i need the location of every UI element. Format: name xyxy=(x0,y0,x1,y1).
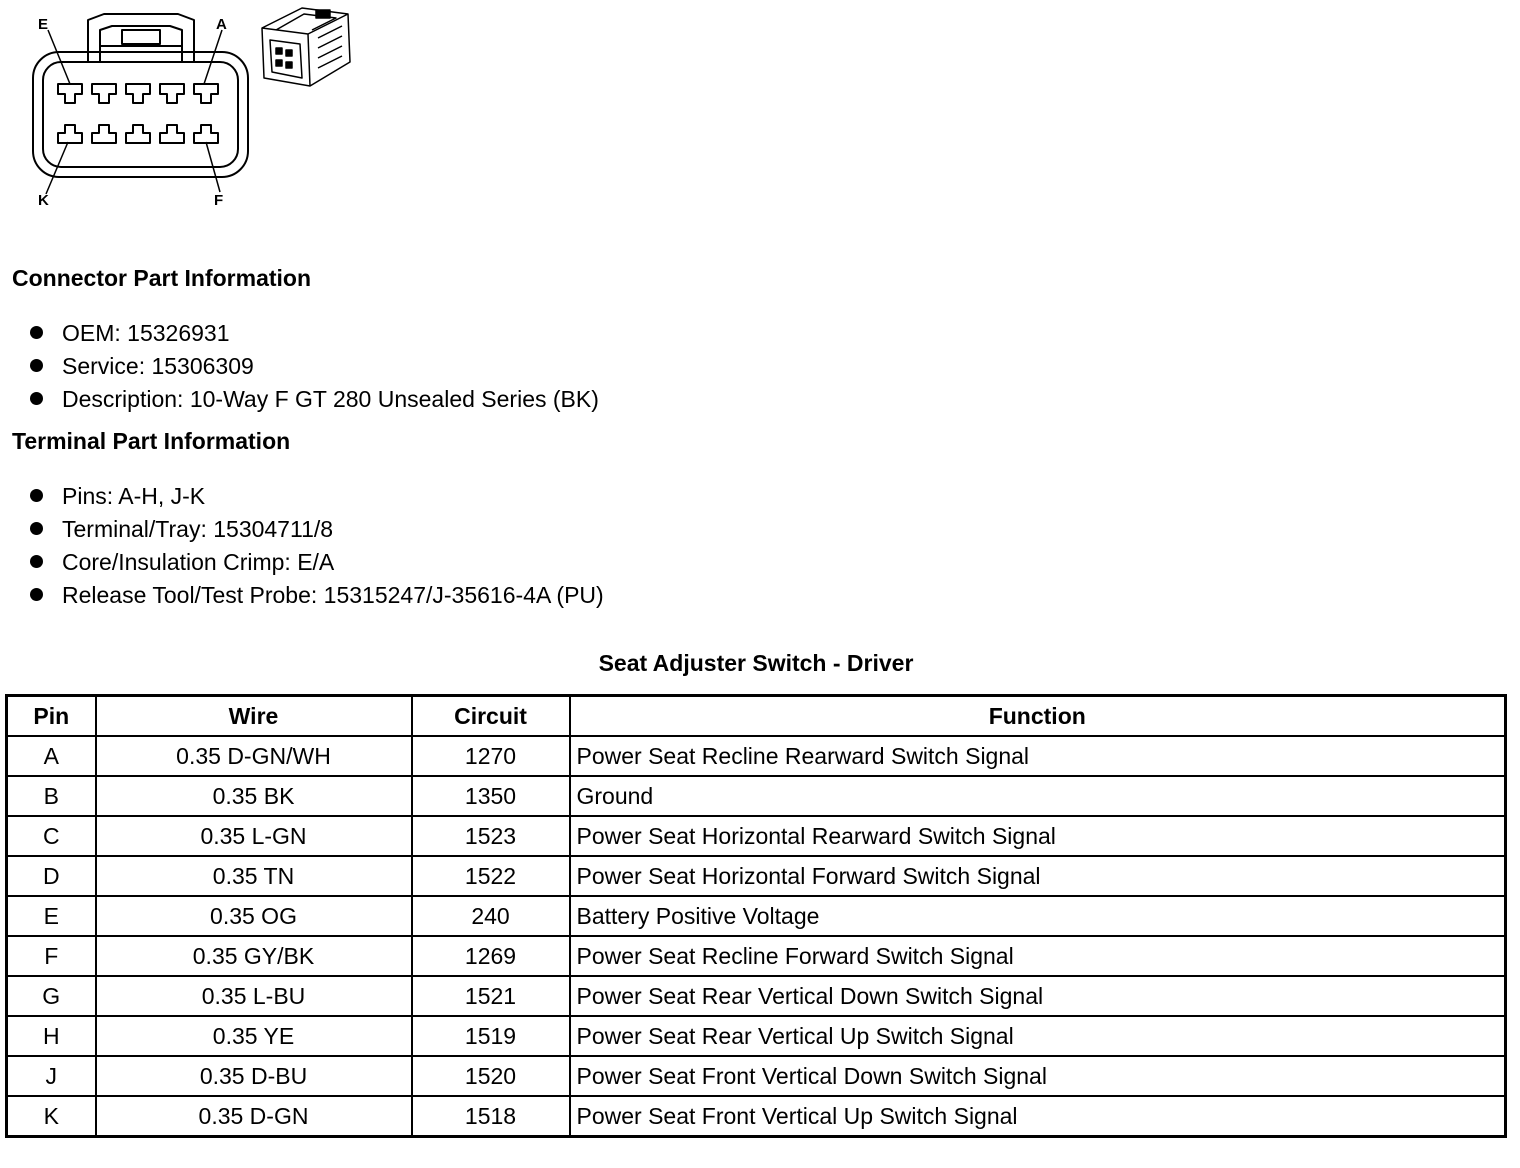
terminal-part-info-list xyxy=(30,481,604,613)
bullet-icon xyxy=(30,359,43,372)
terminal-cavity-bottom xyxy=(58,125,82,143)
connector-part-info-heading: Connector Part Information xyxy=(12,265,312,291)
function-cell: Power Seat Rear Vertical Up Switch Signal xyxy=(570,1016,1506,1056)
list-item-text: OEM: 15326931 xyxy=(62,320,230,346)
list-item xyxy=(30,351,599,384)
wire-cell: 0.35 BK xyxy=(96,776,412,816)
circuit-cell: 1523 xyxy=(412,816,570,856)
pin-cell: E xyxy=(7,896,96,936)
bullet-icon xyxy=(30,555,43,568)
circuit-cell: 1518 xyxy=(412,1096,570,1137)
circuit-cell: 1522 xyxy=(412,856,570,896)
pin-cell: F xyxy=(7,936,96,976)
circuit-cell: 1269 xyxy=(412,936,570,976)
table-row xyxy=(7,776,1506,816)
function-cell: Power Seat Horizontal Rearward Switch Signal xyxy=(570,816,1506,856)
circuit-cell: 1270 xyxy=(412,736,570,776)
terminal-part-info-heading: Terminal Part Information xyxy=(12,428,291,454)
terminal-cavity-bottom xyxy=(160,125,184,143)
wire-cell: 0.35 TN xyxy=(96,856,412,896)
circuit-cell: 1350 xyxy=(412,776,570,816)
leader-line-a xyxy=(204,30,222,84)
table-row xyxy=(7,1096,1506,1137)
list-item-text: Terminal/Tray: 15304711/8 xyxy=(62,516,334,542)
terminal-cavity-top xyxy=(160,84,184,103)
terminal-cavity-top xyxy=(194,84,218,103)
pin-table-body xyxy=(7,736,1506,1137)
pin-cell: J xyxy=(7,1056,96,1096)
wire-cell: 0.35 L-BU xyxy=(96,976,412,1016)
list-item-text: Description: 10-Way F GT 280 Unsealed Series (BK) xyxy=(62,386,599,412)
bottom-row-cavities xyxy=(58,125,218,143)
bullet-icon xyxy=(30,392,43,405)
table-row xyxy=(7,1056,1506,1096)
terminal-cavity-bottom xyxy=(194,125,218,143)
wire-cell: 0.35 OG xyxy=(96,896,412,936)
header-circuit: Circuit xyxy=(412,696,570,737)
list-item xyxy=(30,514,604,547)
list-item-text: Release Tool/Test Probe: 15315247/J-35616-4A (PU) xyxy=(62,582,604,608)
connector-latch-tab xyxy=(122,30,160,44)
table-row xyxy=(7,856,1506,896)
wire-cell: 0.35 D-GN/WH xyxy=(96,736,412,776)
wire-cell: 0.35 D-BU xyxy=(96,1056,412,1096)
function-cell: Power Seat Rear Vertical Down Switch Signal xyxy=(570,976,1506,1016)
table-title: Seat Adjuster Switch - Driver xyxy=(598,650,914,676)
terminal-cavity-top xyxy=(126,84,150,103)
wire-cell: 0.35 L-GN xyxy=(96,816,412,856)
circuit-cell: 1520 xyxy=(412,1056,570,1096)
table-row xyxy=(7,816,1506,856)
function-cell: Ground xyxy=(570,776,1506,816)
pin-cell: A xyxy=(7,736,96,776)
terminal-cavity-bottom xyxy=(126,125,150,143)
pin-cell: K xyxy=(7,1096,96,1137)
bullet-icon xyxy=(30,588,43,601)
function-cell: Power Seat Front Vertical Up Switch Signal xyxy=(570,1096,1506,1137)
terminal-cavity-top xyxy=(58,84,82,103)
function-cell: Battery Positive Voltage xyxy=(570,896,1506,936)
header-function: Function xyxy=(570,696,1506,737)
header-pin: Pin xyxy=(7,696,96,737)
table-row xyxy=(7,896,1506,936)
list-item-text: Pins: A-H, J-K xyxy=(62,483,206,509)
table-row xyxy=(7,1016,1506,1056)
wire-cell: 0.35 GY/BK xyxy=(96,936,412,976)
list-item xyxy=(30,318,599,351)
pin-label-f: F xyxy=(214,192,224,209)
header-wire: Wire xyxy=(96,696,412,737)
function-cell: Power Seat Front Vertical Down Switch Signal xyxy=(570,1056,1506,1096)
pin-cell: C xyxy=(7,816,96,856)
connector-latch xyxy=(88,14,194,62)
pin-label-e: E xyxy=(38,16,49,33)
table-row xyxy=(7,936,1506,976)
pin-out-table xyxy=(5,694,1507,1138)
pin-label-k: K xyxy=(38,192,49,209)
function-cell: Power Seat Recline Forward Switch Signal xyxy=(570,936,1506,976)
list-item xyxy=(30,547,604,580)
table-row xyxy=(7,736,1506,776)
pin-label-a: A xyxy=(216,16,227,33)
wire-cell: 0.35 D-GN xyxy=(96,1096,412,1137)
terminal-cavity-top xyxy=(92,84,116,103)
list-item-text: Core/Insulation Crimp: E/A xyxy=(62,549,335,575)
pin-cell: B xyxy=(7,776,96,816)
circuit-cell: 240 xyxy=(412,896,570,936)
circuit-cell: 1519 xyxy=(412,1016,570,1056)
pin-cell: G xyxy=(7,976,96,1016)
leader-line-e xyxy=(48,30,70,84)
pin-cell: H xyxy=(7,1016,96,1056)
function-cell: Power Seat Horizontal Forward Switch Signal xyxy=(570,856,1506,896)
connector-part-info-list xyxy=(30,318,599,417)
terminal-cavity-bottom xyxy=(92,125,116,143)
table-row xyxy=(7,976,1506,1016)
circuit-cell: 1521 xyxy=(412,976,570,1016)
bullet-icon xyxy=(30,522,43,535)
list-item xyxy=(30,384,599,417)
top-row-cavities xyxy=(58,84,218,103)
list-item-text: Service: 15306309 xyxy=(62,353,254,379)
list-item xyxy=(30,481,604,514)
pin-cell: D xyxy=(7,856,96,896)
function-cell: Power Seat Recline Rearward Switch Signal xyxy=(570,736,1506,776)
wire-cell: 0.35 YE xyxy=(96,1016,412,1056)
connector-diagram xyxy=(0,0,370,215)
connector-isometric-icon xyxy=(262,8,350,86)
list-item xyxy=(30,580,604,613)
bullet-icon xyxy=(30,326,43,339)
bullet-icon xyxy=(30,489,43,502)
table-header-row xyxy=(7,696,1506,737)
